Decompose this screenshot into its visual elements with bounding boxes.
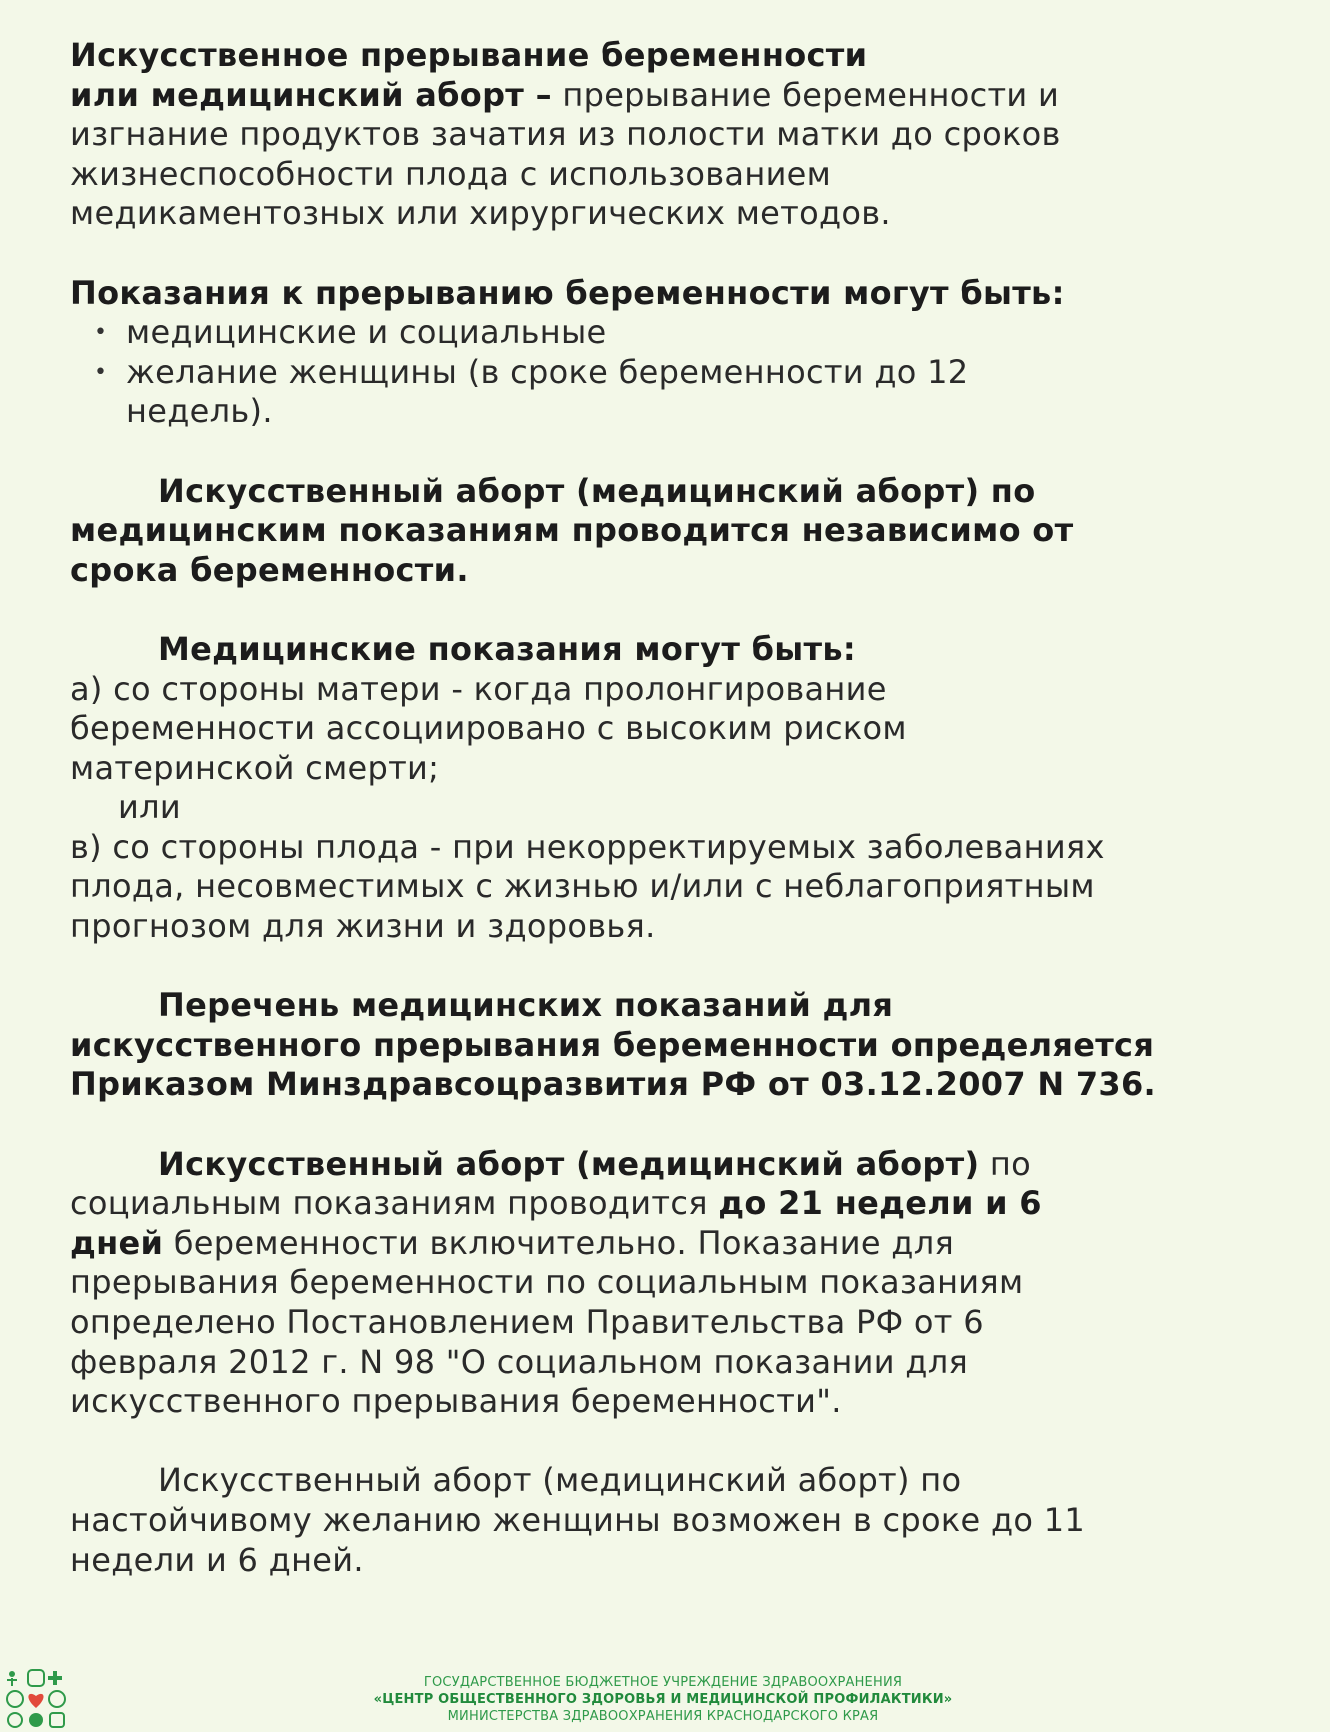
list-item: • медицинские и социальные xyxy=(94,313,607,352)
medical-indications-paragraph: Медицинские показания могут быть: а) со стороны матери - когда пролонгирование беременности ассоциировано с высоким риском материнской смерти; или в) со стороны плода - при некорректируемых заболеваниях плода, несовместимых с жизнью и/или с неблагоприятным прогнозом для жизни и здоровья. xyxy=(70,629,1105,946)
definition-term: Искусственное прерывание беременности xyxy=(70,36,868,74)
medical-indications-heading: Медицинские показания могут быть: xyxy=(158,629,856,668)
health-center-logo-icon xyxy=(4,1668,68,1730)
bullet-icon: • xyxy=(94,320,108,346)
definition-term-cont: или медицинский аборт – xyxy=(70,75,552,114)
womans-request-paragraph: Искусственный аборт (медицинский аборт) по настойчивому желанию женщины возможен в сроке до 11 недели и 6 дней. xyxy=(70,1461,1086,1579)
document-body xyxy=(70,36,1270,1580)
indications-heading: Показания к прерыванию беременности могут быть: xyxy=(70,273,1065,312)
medical-abortion-paragraph: Искусственный аборт (медицинский аборт) по медицинским показаниям проводится независимо от срока беременности. xyxy=(70,471,1074,589)
indications-list xyxy=(70,313,1270,432)
order-reference-paragraph: Перечень медицинских показаний для искусственного прерывания беременности определяется Приказом Минздравсоцразвития РФ от 03.12.2007 N 736. xyxy=(70,986,1157,1104)
social-indications-paragraph: Искусственный аборт (медицинский аборт) по социальным показаниям проводится до 21 недели и 6 дней беременности включительно. Показание для прерывания беременности по социальным показаниям определено Постановлением Правительства РФ от 6 февраля 2012 г. N 98 "О социальном показании для искусственного прерывания беременности". xyxy=(70,1144,1042,1421)
footer xyxy=(0,1666,1330,1732)
bullet-icon: • xyxy=(94,359,108,385)
list-item: • желание женщины (в сроке беременности до 12 недель). xyxy=(94,352,969,431)
organization-name: ГОСУДАРСТВЕННОЕ БЮДЖЕТНОЕ УЧРЕЖДЕНИЕ ЗДРАВООХРАНЕНИЯ «ЦЕНТР ОБЩЕСТВЕННОГО ЗДОРОВЬЯ И МЕДИЦИНСКОЙ ПРОФИЛАКТИКИ» МИНИСТЕРСТВА ЗДРАВООХРАНЕНИЯ КРАСНОДАРСКОГО КРАЯ xyxy=(373,1675,953,1724)
definition-paragraph: Искусственное прерывание беременности или медицинский аборт – прерывание беременности и изгнание продуктов зачатия из полости матки до сроков жизнеспособности плода с использованием медикаментозных или хирургических методов. xyxy=(70,36,1061,233)
